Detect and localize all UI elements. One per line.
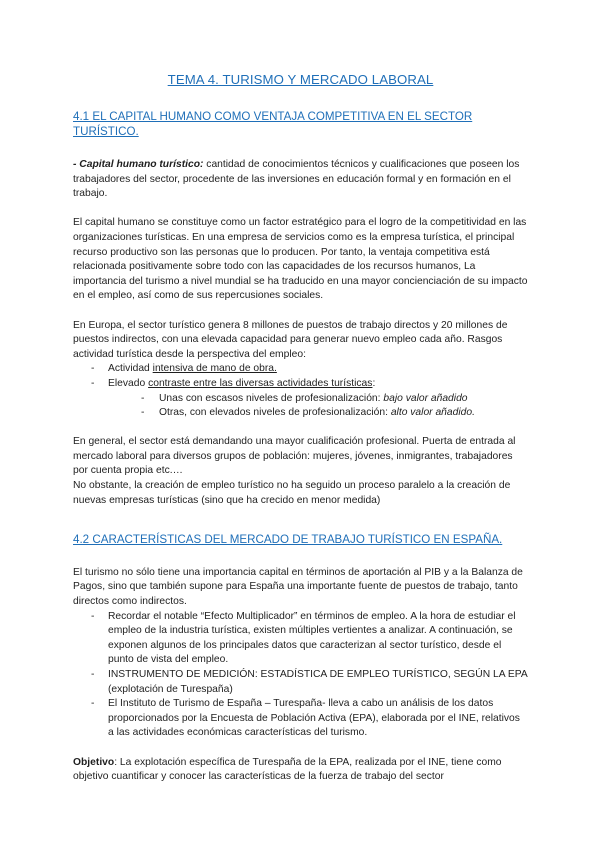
document-page <box>73 72 528 785</box>
paragraph-turismo-espana: El turismo no sólo tiene una importancia capital en términos de aportación al PIB y a la Balanza de Pagos, sino que también supone para España una importante fuente de puestos de trabajo, tanto directos como indirectos. <box>73 566 523 608</box>
objetivo-text: : La explotación específica de Turespaña de la EPA, realizada por el INE, tiene como objetivo cuantificar y conocer las características de la fuerza de trabajo del sector <box>73 756 502 783</box>
objetivo-term: Objetivo <box>73 756 115 768</box>
list-item: - INSTRUMENTO DE MEDICIÓN: ESTADÍSTICA DE EMPLEO TURÍSTICO, SEGÚN LA EPA (explotación de Turespaña) <box>73 668 528 697</box>
paragraph-europa: En Europa, el sector turístico genera 8 millones de puestos de trabajo directos y 20 millones de puestos indirectos, con una elevada capacidad para generar nuevo empleo cada año. Rasgos actividad turística desde la perspectiva del empleo: <box>73 319 508 360</box>
definition-text: cantidad de conocimientos técnicos y cualificaciones que poseen los trabajadores del sector, procedente de las inversiones en educación formal y en formación en el trabajo. <box>73 159 520 200</box>
definition-term: - Capital humano turístico: <box>73 159 204 170</box>
list-item: - Otras, con elevados niveles de profesionalización: alto valor añadido. <box>73 406 528 421</box>
paragraph-cualificacion: En general, el sector está demandando una mayor cualificación profesional. Puerta de entrada al mercado laboral para diversos grupos de población: mujeres, jóvenes, inmigrantes, trabajadores por cuenta propia etc.… <box>73 436 516 477</box>
section-2-heading: 4.2 CARACTERÍSTICAS DEL MERCADO DE TRABAJO TURÍSTICO EN ESPAÑA. <box>73 532 503 546</box>
list-item: - Recordar el notable “Efecto Multiplicador” en términos de empleo. A la hora de estudiar el empleo de la industria turística, existen múltiples vertientes a analizar. A continuación, se exponen algunos de los principales datos que caracterizan al sector turístico, desde el punto de vista del empleo. <box>73 610 528 668</box>
list-item: - El Instituto de Turismo de España – Turespaña- lleva a cabo un análisis de los datos proporcionados por la Encuesta de Población Activa (EPA), elaborada por el INE, relativos a las actividades económicas características del turismo. <box>73 697 528 741</box>
paragraph-no-obstante: No obstante, la creación de empleo turístico no ha seguido un proceso paralelo a la creación de nuevas empresas turísticas (sino que ha crecido en menor medida) <box>73 480 511 506</box>
list-item: - Unas con escasos niveles de profesionalización: bajo valor añadido <box>73 392 528 407</box>
rasgos-sublist <box>73 392 528 421</box>
document-title: TEMA 4. TURISMO Y MERCADO LABORAL <box>167 72 434 87</box>
paragraph-objetivo <box>73 756 528 785</box>
list-item: - Elevado contraste entre las diversas actividades turísticas: <box>73 377 528 392</box>
definition-paragraph <box>73 158 528 202</box>
section-1-heading: 4.1 EL CAPITAL HUMANO COMO VENTAJA COMPETITIVA EN EL SECTOR TURÍSTICO. <box>73 110 473 138</box>
paragraph-capital-humano: El capital humano se constituye como un factor estratégico para el logro de la competitividad en las organizaciones turísticas. En una empresa de servicios como es la empresa turística, el principal recurso productivo son las personas que lo producen. Por tanto, la ventaja competitiva está relacionada positivamente sobre todo con las capacidades de los recursos humanos, La importancia del turismo a nivel mundial se ha traducido en una mayor concienciación de su impacto en el empleo, así como de sus repercusiones sociales. <box>73 217 528 302</box>
empleo-list <box>73 610 528 741</box>
rasgos-list <box>73 362 528 391</box>
list-item: - Actividad intensiva de mano de obra. <box>73 362 528 377</box>
